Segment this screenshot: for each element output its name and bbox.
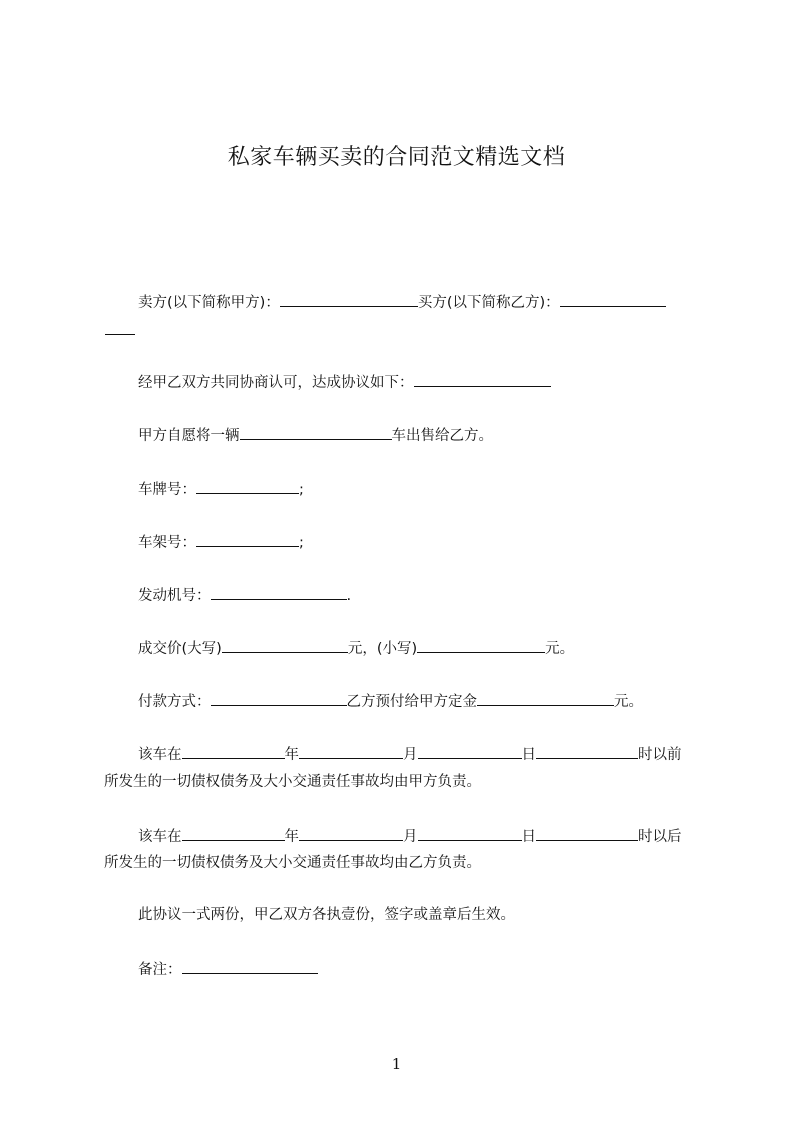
sell-line bbox=[138, 425, 493, 446]
buyer-blank-continued[interactable] bbox=[105, 320, 135, 335]
remark-blank[interactable] bbox=[182, 959, 318, 974]
remark-line bbox=[138, 959, 318, 980]
plate-line bbox=[138, 479, 304, 500]
parties-line bbox=[138, 292, 666, 313]
remark-label: 备注： bbox=[138, 962, 182, 978]
before-hour-blank[interactable] bbox=[536, 744, 638, 759]
agreement-intro-line bbox=[138, 372, 551, 393]
after-car-at: 该车在 bbox=[138, 829, 182, 845]
before-year-blank[interactable] bbox=[182, 744, 285, 759]
price-yuan-end: 元。 bbox=[545, 641, 575, 657]
payment-blank[interactable] bbox=[211, 691, 347, 706]
before-suffix: 时以前 bbox=[638, 747, 682, 763]
before-month: 月 bbox=[403, 747, 418, 763]
before-year: 年 bbox=[284, 747, 299, 763]
price-upper-label: 成交价(大写) bbox=[138, 641, 222, 657]
plate-blank[interactable] bbox=[196, 479, 299, 494]
after-month-blank[interactable] bbox=[299, 826, 403, 841]
seller-blank[interactable] bbox=[280, 292, 418, 307]
parties-line-wrap bbox=[105, 320, 135, 341]
engine-label: 发动机号： bbox=[138, 588, 211, 604]
page-number: 1 bbox=[391, 1055, 402, 1073]
frame-blank[interactable] bbox=[196, 532, 299, 547]
frame-line bbox=[138, 532, 304, 553]
price-line bbox=[138, 638, 574, 659]
frame-label: 车架号： bbox=[138, 535, 196, 551]
price-yuan-comma: 元， bbox=[347, 641, 377, 657]
deposit-label: 乙方预付给甲方定金 bbox=[346, 694, 477, 710]
before-day: 日 bbox=[521, 747, 536, 763]
buyer-blank[interactable] bbox=[560, 292, 666, 307]
before-clause-line1 bbox=[138, 744, 682, 765]
buyer-label: 买方(以下简称乙方)： bbox=[417, 295, 560, 311]
before-month-blank[interactable] bbox=[299, 744, 403, 759]
before-car-at: 该车在 bbox=[138, 747, 182, 763]
engine-period: . bbox=[346, 588, 352, 604]
payment-line bbox=[138, 691, 643, 712]
after-month: 月 bbox=[403, 829, 418, 845]
plate-semicolon: ; bbox=[299, 482, 304, 498]
after-year: 年 bbox=[284, 829, 299, 845]
copies-line: 此协议一式两份，甲乙双方各执壹份，签字或盖章后生效。 bbox=[138, 907, 515, 923]
agreement-blank[interactable] bbox=[414, 372, 551, 387]
after-suffix: 时以后 bbox=[638, 829, 682, 845]
engine-line bbox=[138, 585, 351, 606]
document-title: 私家车辆买卖的合同范文精选文档 bbox=[227, 145, 566, 170]
price-lower-label: (小写) bbox=[376, 641, 418, 657]
engine-blank[interactable] bbox=[211, 585, 347, 600]
plate-label: 车牌号： bbox=[138, 482, 196, 498]
seller-label: 卖方(以下简称甲方)： bbox=[138, 295, 280, 311]
after-clause-line2: 所发生的一切债权债务及大小交通责任事故均由乙方负责。 bbox=[104, 855, 481, 871]
before-clause-line2: 所发生的一切债权债务及大小交通责任事故均由甲方负责。 bbox=[104, 774, 481, 790]
deposit-yuan-end: 元。 bbox=[614, 694, 643, 710]
after-day: 日 bbox=[521, 829, 536, 845]
agreement-intro: 经甲乙双方共同协商认可，达成协议如下： bbox=[138, 375, 414, 391]
payment-label: 付款方式： bbox=[138, 694, 211, 710]
deposit-blank[interactable] bbox=[477, 691, 614, 706]
after-year-blank[interactable] bbox=[182, 826, 285, 841]
after-hour-blank[interactable] bbox=[536, 826, 638, 841]
sell-suffix: 车出售给乙方。 bbox=[391, 428, 493, 444]
sell-prefix: 甲方自愿将一辆 bbox=[138, 428, 240, 444]
price-lower-blank[interactable] bbox=[417, 638, 545, 653]
price-upper-blank[interactable] bbox=[222, 638, 348, 653]
after-clause-line1 bbox=[138, 826, 682, 847]
frame-semicolon: ; bbox=[299, 535, 304, 551]
before-day-blank[interactable] bbox=[418, 744, 522, 759]
vehicle-model-blank[interactable] bbox=[240, 425, 392, 440]
after-day-blank[interactable] bbox=[418, 826, 522, 841]
